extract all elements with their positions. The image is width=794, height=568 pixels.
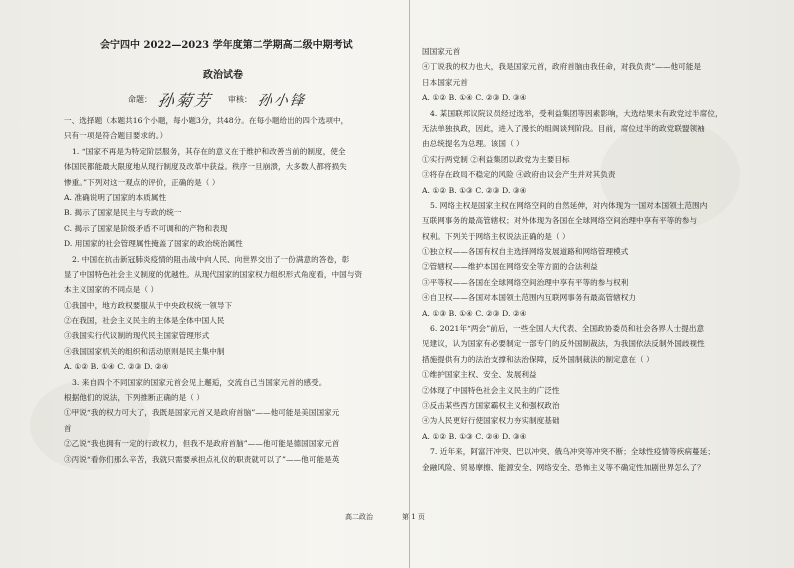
text-line: 国国家元首 bbox=[422, 47, 461, 56]
text-line: 2. 中国在抗击新冠肺炎疫情的阻击战中向人民、向世界交出了一份满意的答卷，彰 bbox=[72, 254, 350, 264]
text-line: ④我国国家机关的组织和活动原则是民主集中制 bbox=[64, 346, 225, 356]
text-line: A. ①② B. ①③ C. ②③ D. ③④ bbox=[422, 185, 527, 195]
text-line: 根据他们的说法，下列推断正确的是（ ） bbox=[64, 393, 205, 403]
text-line: 金融风险、贸易摩擦、能源安全、网络安全、恐怖主义等不确定性加剧世界怎么了？ bbox=[422, 462, 705, 472]
text-line: 3. 来自四个不同国家的国家元首会见上邂逅，交流自己当国家元首的感受。 bbox=[72, 377, 327, 387]
text-line: 由总统提名为总理。该国（ ） bbox=[422, 139, 524, 149]
text-line: ①我国中，地方政权要服从于中央政权统一领导下 bbox=[64, 300, 233, 310]
text-line: ②乙说“我也拥有一定的行政权力，但我不是政府首脑”——他可能是德国国家元首 bbox=[64, 439, 340, 449]
text-line: 无法单独执政，因此，进入了漫长的组阁谈判阶段。目前，席位过半的政党联盟领袖 bbox=[422, 123, 705, 133]
text-line: 措施提供有力的法治支撑和法治保障，反外国制裁法的制定意在（ ） bbox=[422, 354, 654, 364]
text-line: 首 bbox=[64, 423, 72, 433]
text-line: ①独立权——各国有权自主选择网络发展道路和网络管理模式 bbox=[422, 247, 629, 257]
reviewer-label: 审核： bbox=[228, 95, 253, 104]
text-line: ①维护国家主权、安全、发展利益 bbox=[422, 370, 537, 380]
text-line: 4. 某国联邦议院议员经过选举，受利益集团等因素影响，大选结果未有政党过半席位， bbox=[430, 108, 723, 118]
left-column bbox=[64, 113, 404, 467]
text-line: D. 用国家的社会管理属性掩盖了国家的政治统治属性 bbox=[64, 239, 243, 249]
text-line: ④为人民更好行使国家权力夯实制度基础 bbox=[422, 416, 560, 426]
text-line: ④自卫权——各国对本国领土范围内互联网事务有最高管辖权力 bbox=[422, 293, 637, 303]
author-line bbox=[128, 88, 306, 111]
text-line: 互联网事务的最高管辖权；对外体现为各国在全球网络空间治理中享有平等的参与 bbox=[422, 216, 698, 226]
text-line: 1. “国家不再是为特定阶层服务，其存在的意义在于维护和改善当前的制度，使全 bbox=[72, 146, 346, 156]
author-signature: 孙菊芳 bbox=[156, 91, 214, 110]
text-line: 日本国家元首 bbox=[422, 77, 468, 87]
exam-subtitle: 政治试卷 bbox=[203, 70, 243, 81]
text-line: A. ①② B. ①④ C. ②③ D. ②④ bbox=[64, 362, 169, 372]
author-label: 命题： bbox=[128, 95, 152, 104]
text-line: A. 准确说明了国家的本质属性 bbox=[64, 192, 167, 202]
text-line: ①实行两党制 ②利益集团以政党为主要目标 bbox=[422, 154, 570, 164]
text-line: 见建议，认为国家有必要制定一部专门的反外国制裁法，为我国依法反制外国歧视性 bbox=[422, 339, 705, 349]
text-line: 权利。下列关于网络主权说法正确的是（ ） bbox=[422, 231, 570, 241]
text-line: A. ①③ B. ①④ C. ②③ D. ②④ bbox=[422, 308, 527, 318]
text-line: 本主义国家的不同点是（ ） bbox=[64, 285, 159, 295]
text-line: 5. 网络主权是国家主权在网络空间的自然延伸，对内体现为一国对本国领土范围内 bbox=[430, 200, 708, 210]
footer-page: 第 1 页 bbox=[402, 513, 425, 521]
text-line: 一、选择题（本题共16个小题，每小题3分，共48分。在每小题给出的四个选项中， bbox=[64, 116, 349, 125]
text-line: 体国民都能最大限度地从现行制度及改革中获益。秩序一旦崩溃，大多数人都将损失 bbox=[64, 162, 347, 172]
column-divider bbox=[409, 0, 410, 568]
text-line: ③丙说“看你们那么辛苦，我就只需要承担点礼仪的职责就可以了”——他可能是英 bbox=[64, 454, 340, 464]
reviewer-signature: 孙小锋 bbox=[256, 92, 307, 109]
footer-course: 高二政治 bbox=[345, 513, 373, 521]
text-line: ④丁说我的权力也大，我是国家元首，政府首脑由我任命，对我负责”——他可能是 bbox=[422, 62, 702, 72]
text-line: ③将存在政局不稳定的风险 ④政府由议会产生并对其负责 bbox=[422, 170, 616, 180]
text-line: 7. 近年来，阿富汗冲突、巴以冲突、俄乌冲突等冲突不断；全球性疫情等疾病蔓延； bbox=[430, 447, 715, 457]
text-line: 显了中国特色社会主义制度的优越性。从现代国家的国家权力组织形式角度看，中国与资 bbox=[64, 269, 363, 279]
text-line: C. 揭示了国家是阶级矛盾不可调和的产物和表现 bbox=[64, 223, 228, 233]
text-line: B. 揭示了国家是民主与专政的统一 bbox=[64, 208, 182, 218]
text-line: 惨重。”下列对这一观点的评价，正确的是（ ） bbox=[64, 177, 220, 187]
right-column bbox=[422, 44, 768, 475]
text-line: A. ①② B. ①③ C. ②④ D. ③④ bbox=[422, 431, 527, 441]
text-line: ②管辖权——维护本国在网络安全等方面的合法利益 bbox=[422, 262, 598, 272]
text-line: ②在我国，社会主义民主的主体是全体中国人民 bbox=[64, 316, 225, 326]
text-line: A. ①② B. ①④ C. ②③ D. ③④ bbox=[422, 93, 527, 103]
text-line: ③平等权——各国在全球网络空间治理中享有平等的参与权利 bbox=[422, 277, 629, 287]
text-line: ③反击某些西方国家霸权主义和强权政治 bbox=[422, 400, 560, 410]
text-line: 只有一项是符合题目要求的。） bbox=[64, 131, 168, 141]
text-line: 6. 2021年“两会”前后，一些全国人大代表、全国政协委员和社会各界人士提出意 bbox=[430, 324, 705, 334]
text-line: ③我国实行代议制的现代民主国家管理形式 bbox=[64, 331, 210, 341]
exam-title: 会宁四中 2022—2023 学年度第二学期高二级中期考试 bbox=[100, 40, 353, 51]
text-line: ①甲说“我的权力可大了，我既是国家元首又是政府首脑”——他可能是美国国家元 bbox=[64, 408, 340, 418]
text-line: ②体现了中国特色社会主义民主的广泛性 bbox=[422, 385, 560, 395]
